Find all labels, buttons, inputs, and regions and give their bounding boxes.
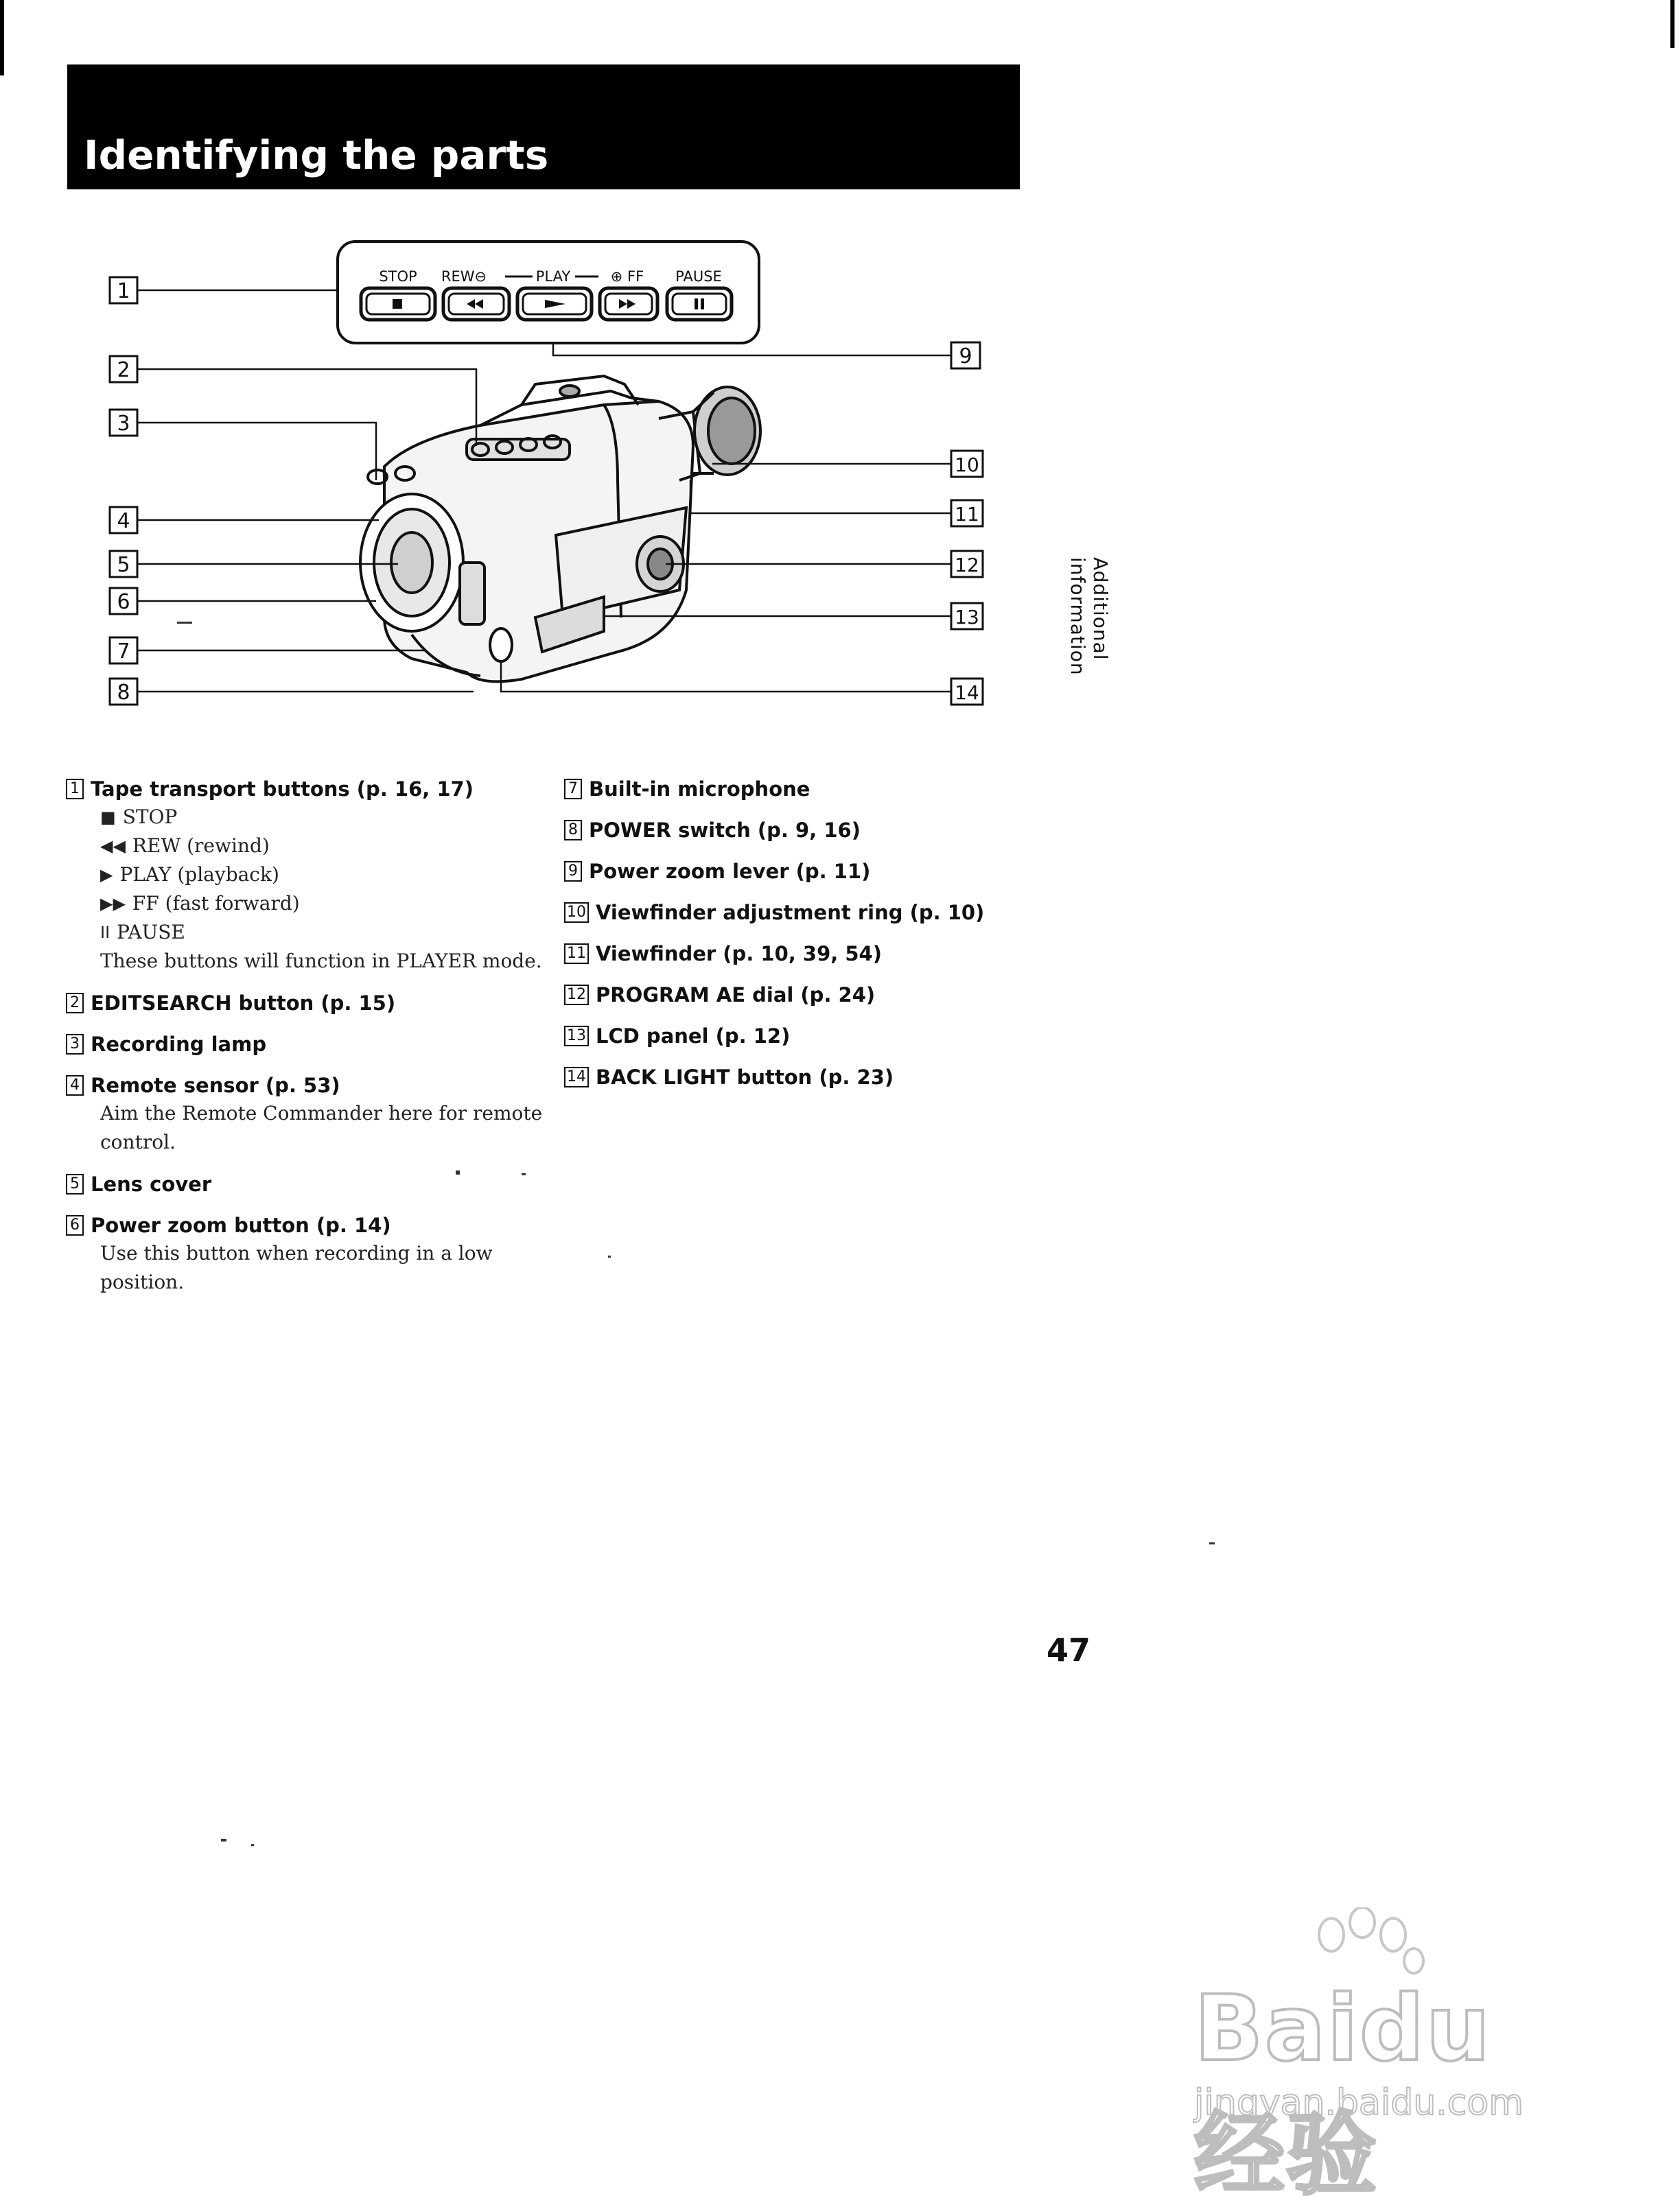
item-title: Power zoom button (p. 14)	[91, 1214, 391, 1237]
pause-button	[667, 288, 732, 320]
item-title: Built-in microphone	[589, 777, 810, 801]
svg-text:10: 10	[955, 454, 979, 476]
item-title: Lens cover	[91, 1173, 212, 1196]
item-number: 6	[66, 1215, 84, 1236]
item-number: 10	[564, 902, 589, 923]
watermark-url: jingyan.baidu.com	[1194, 2082, 1524, 2123]
sub-item-play: ▶ PLAY (playback)	[100, 860, 546, 889]
list-item	[66, 1072, 546, 1157]
play-icon: ▶	[100, 865, 113, 884]
stop-button	[361, 288, 435, 320]
panel-label-ff: ⊕ FF	[610, 268, 644, 285]
parts-list-right	[564, 775, 1045, 1105]
scan-speck	[522, 1173, 526, 1175]
list-item	[66, 1170, 546, 1198]
list-item	[564, 816, 1045, 844]
list-item	[66, 989, 546, 1017]
camcorder-diagram	[0, 0, 1680, 755]
item-number: 1	[66, 779, 84, 799]
callout-1	[110, 277, 137, 303]
list-item	[564, 981, 1045, 1009]
ff-button	[600, 288, 657, 320]
stop-icon	[393, 299, 402, 309]
item-title: Remote sensor (p. 53)	[91, 1074, 340, 1097]
item-number: 2	[66, 993, 84, 1013]
item-number: 7	[564, 779, 582, 799]
callout-8	[110, 679, 137, 705]
pause-icon: II	[100, 923, 110, 942]
item-number: 3	[66, 1034, 84, 1055]
scan-speck	[1209, 1542, 1215, 1544]
item-number: 11	[564, 943, 589, 964]
item-title: Tape transport buttons (p. 16, 17)	[91, 777, 474, 801]
sub-item-rew: ◀◀ REW (rewind)	[100, 832, 546, 860]
svg-text:6: 6	[117, 590, 130, 614]
callout-11	[951, 500, 983, 526]
list-item	[564, 858, 1045, 885]
scan-speck	[221, 1839, 226, 1842]
list-item	[564, 940, 1045, 967]
svg-text:11: 11	[955, 503, 979, 526]
panel-buttons	[361, 288, 732, 320]
page-number: 47	[1047, 1632, 1091, 1669]
stop-icon: ■	[100, 808, 116, 827]
item-title: LCD panel (p. 12)	[596, 1024, 791, 1048]
svg-text:8: 8	[117, 681, 130, 705]
panel-label-stop: STOP	[379, 268, 417, 285]
sub-item-ff: ▶▶ FF (fast forward)	[100, 889, 546, 918]
list-item	[564, 1063, 1045, 1091]
callout-7	[110, 637, 137, 663]
callout-4	[110, 507, 137, 533]
fast-forward-icon: ▶▶	[100, 894, 126, 913]
callout-10	[951, 451, 983, 477]
svg-text:14: 14	[955, 681, 979, 704]
scan-speck	[456, 1170, 460, 1175]
svg-text:13: 13	[955, 606, 979, 628]
callout-6	[110, 588, 137, 614]
watermark	[1194, 1907, 1578, 2208]
svg-text:1: 1	[117, 279, 130, 303]
svg-text:9: 9	[959, 344, 972, 368]
list-item	[564, 899, 1045, 926]
callout-2	[110, 356, 137, 382]
list-item	[564, 1022, 1045, 1050]
svg-text:12: 12	[955, 554, 979, 576]
list-item	[66, 775, 546, 976]
list-item	[564, 775, 1045, 803]
item-note: Aim the Remote Commander here for remote control.	[100, 1102, 543, 1153]
callout-14	[951, 679, 983, 705]
list-item	[66, 1212, 546, 1297]
scan-speck	[608, 1256, 611, 1258]
pause-icon	[695, 298, 698, 309]
item-note: Use this button when recording in a low position.	[100, 1242, 493, 1293]
page-title: Identifying the parts	[84, 132, 549, 178]
item-title: Viewfinder (p. 10, 39, 54)	[596, 942, 882, 965]
panel-label-play: PLAY	[535, 268, 571, 285]
sub-item-stop: ■ STOP	[100, 803, 546, 832]
svg-text:5: 5	[117, 553, 130, 577]
play-button	[517, 288, 592, 320]
callout-5	[110, 551, 137, 577]
item-title: Recording lamp	[91, 1033, 267, 1056]
sub-item-pause: II PAUSE	[100, 918, 546, 947]
panel-label-rew: REW⊖	[441, 268, 487, 285]
item-number: 14	[564, 1067, 589, 1087]
rew-button	[443, 288, 509, 320]
scan-speck	[177, 622, 192, 624]
scan-speck	[251, 1844, 254, 1846]
camcorder-body	[360, 376, 760, 681]
list-item	[66, 1031, 546, 1058]
callout-12	[951, 551, 983, 577]
svg-text:2: 2	[117, 358, 130, 382]
callout-13	[951, 603, 983, 629]
item-title: BACK LIGHT button (p. 23)	[596, 1066, 894, 1089]
item-title: PROGRAM AE dial (p. 24)	[596, 983, 876, 1007]
item-note: These buttons will function in PLAYER mode.	[100, 950, 542, 972]
callout-3	[110, 410, 137, 436]
svg-text:7: 7	[117, 639, 130, 663]
svg-text:3: 3	[117, 412, 130, 436]
item-number: 8	[564, 820, 582, 840]
callout-9	[951, 342, 980, 368]
parts-list-left	[66, 775, 546, 1310]
item-number: 9	[564, 861, 582, 882]
item-title: Power zoom lever (p. 11)	[589, 860, 871, 883]
rewind-icon: ◀◀	[100, 836, 126, 856]
svg-text:4: 4	[117, 509, 130, 533]
item-number: 13	[564, 1026, 589, 1046]
section-tab-label: Additional information	[1066, 557, 1112, 676]
item-title: Viewfinder adjustment ring (p. 10)	[596, 901, 985, 924]
item-number: 5	[66, 1174, 84, 1195]
panel-label-pause: PAUSE	[675, 268, 722, 285]
item-number: 12	[564, 985, 589, 1005]
item-number: 4	[66, 1075, 84, 1096]
item-title: POWER switch (p. 9, 16)	[589, 819, 861, 842]
watermark-brand: Baidu经验	[1194, 1976, 1492, 2208]
item-title: EDITSEARCH button (p. 15)	[91, 991, 396, 1015]
